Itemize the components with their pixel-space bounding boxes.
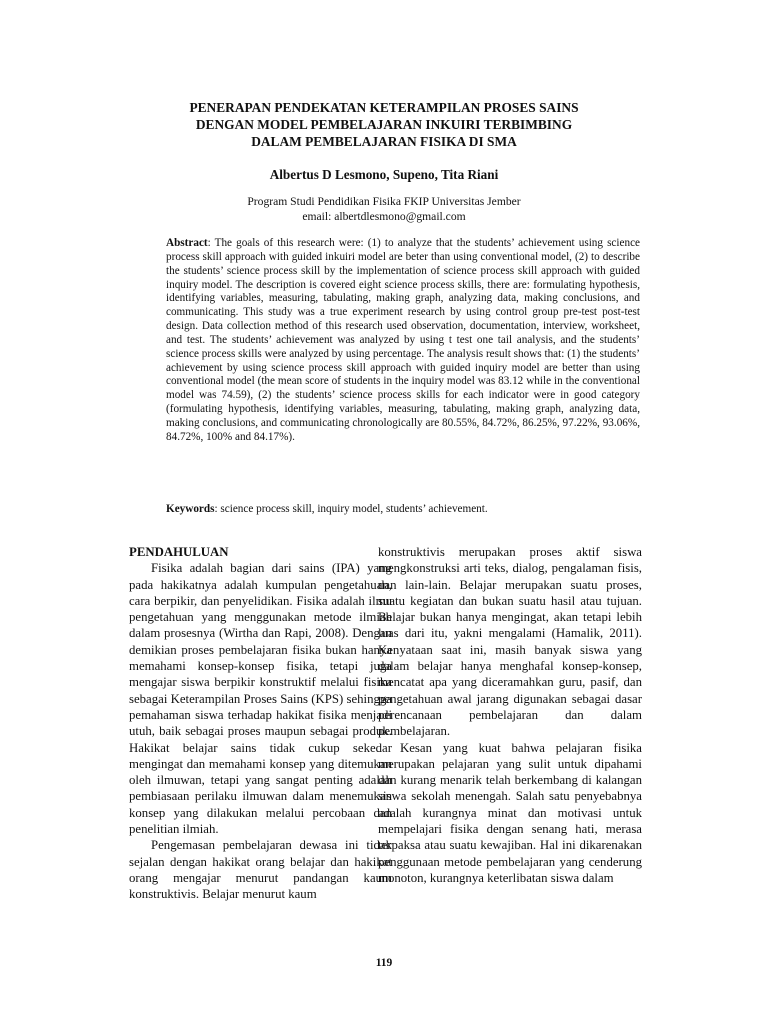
body-column-right — [378, 544, 642, 886]
paragraph: konstruktivis merupakan proses aktif siswa mengkonstruksi arti teks, dialog, pengalaman fisis, dan lain-lain. Belajar merupakan suatu proses, suatu kegiatan dan bukan suatu hasil atau tujuan. Belajar bukan hanya mengingat, akan tetapi lebih luas dari itu, yakni mengalami (Hamalik, 2011). Kenyataan saat ini, masih banyak siswa yang dalam belajar hanya menghafal konsep-konsep, mencatat apa yang diceramahkan guru, pasif, dan pengetahuan awal jarang digunakan sebagai dasar perencanaan pembelajaran dan dalam pembelajaran. — [378, 545, 642, 739]
paper-title — [110, 99, 658, 150]
abstract-label: Abstract — [166, 237, 208, 249]
section-heading: PENDAHULUAN — [129, 545, 229, 559]
paragraph: Fisika adalah bagian dari sains (IPA) yang pada hakikatnya adalah kumpulan pengetahuan, cara berpikir, dan penyelidikan. Fisika adalah ilmu pengetahuan yang menggunakan metode ilmiah dalam prosesnya (Wirtha dan Rapi, 2008). Dengan demikian proses pembelajaran fisika bukan hanya memahami konsep-konsep fisika, tetapi juga mengajar siswa berpikir konstruktif melalui fisika sebagai Keterampilan Proses Sains (KPS) sehingga pemahaman siswa terhadap hakikat fisika menjadi utuh, baik sebagai proses maupun sebagai produk. Hakikat belajar sains tidak cukup sekedar mengingat dan memahami konsep yang ditemukan oleh ilmuwan, tetapi yang sangat penting adalah pembiasaan perilaku ilmuwan dalam menemukan konsep yang dilakukan melalui percobaan dan penelitian ilmiah. — [129, 561, 392, 837]
title-line-3: DALAM PEMBELAJARAN FISIKA DI SMA — [251, 134, 517, 149]
affiliation — [110, 195, 658, 224]
author-email: email: albertdlesmono@gmail.com — [302, 209, 466, 223]
institution: Program Studi Pendidikan Fisika FKIP Universitas Jember — [247, 195, 521, 208]
keywords-text: : science process skill, inquiry model, students’ achievement. — [214, 503, 488, 515]
paragraph: Pengemasan pembelajaran dewasa ini tidak sejalan dengan hakikat orang belajar dan hakikat orang mengajar menurut pandangan kaum konstruktivis. Belajar menurut kaum — [129, 838, 392, 902]
title-line-1: PENERAPAN PENDEKATAN KETERAMPILAN PROSES SAINS — [189, 100, 579, 115]
abstract-text: : The goals of this research were: (1) to analyze that the students’ achievement using science process skill approach with guided inkuiri model are beter than using conventional model, (2) to describe the students’ science process skill by the implementation of science process skill approach with guided inquiry model. The description is covered eight science process skills, there are: formulating hypothesis, identifying variables, measuring, tabulating, making graph, analyzing data, making conclusions, and communicating. This study was a true experiment research by using control group pre-test post-test design. Data collection method of this research used observation, documentation, interview, worksheet, and test. The students’ achievement was analyzed by using t test one tail analysis, and the students’ science process skills were analyzed by using percentage. The analysis result shows that: (1) the students’ achievement by using science process skill approach with guided inquiry model are better than using conventional model (the mean score of students in the inquiry model was 83.12 while in the conventional model was 74.59), (2) the students’ science process skills for each indicator were in good category (formulating hypothesis, identifying variables, measuring, tabulating, making graph, analyzing data, making conclusions, and communicating chronologically are 80.55%, 84.72%, 86.25%, 97.22%, 93.06%, 84.72%, 100% and 84.17%). — [166, 237, 640, 443]
body-column-left — [129, 544, 392, 903]
abstract — [166, 237, 640, 445]
keywords-label: Keywords — [166, 503, 215, 515]
author-list: Albertus D Lesmono, Supeno, Tita Riani — [269, 167, 499, 182]
page-number: 119 — [375, 957, 393, 969]
title-line-2: DENGAN MODEL PEMBELAJARAN INKUIRI TERBIMBING — [195, 117, 573, 132]
keywords — [166, 502, 640, 516]
paragraph: Kesan yang kuat bahwa pelajaran fisika merupakan pelajaran yang sulit untuk dipahami dan kurang menarik telah berkembang di kalangan siswa sekolah menengah. Salah satu penyebabnya adalah kurangnya minat dan motivasi untuk mempelajari fisika dengan senang hati, merasa terpaksa atau suatu kewajiban. Hal ini dikarenakan penggunaan metode pembelajaran yang cenderung monoton, kurangnya keterlibatan siswa dalam — [378, 740, 642, 885]
